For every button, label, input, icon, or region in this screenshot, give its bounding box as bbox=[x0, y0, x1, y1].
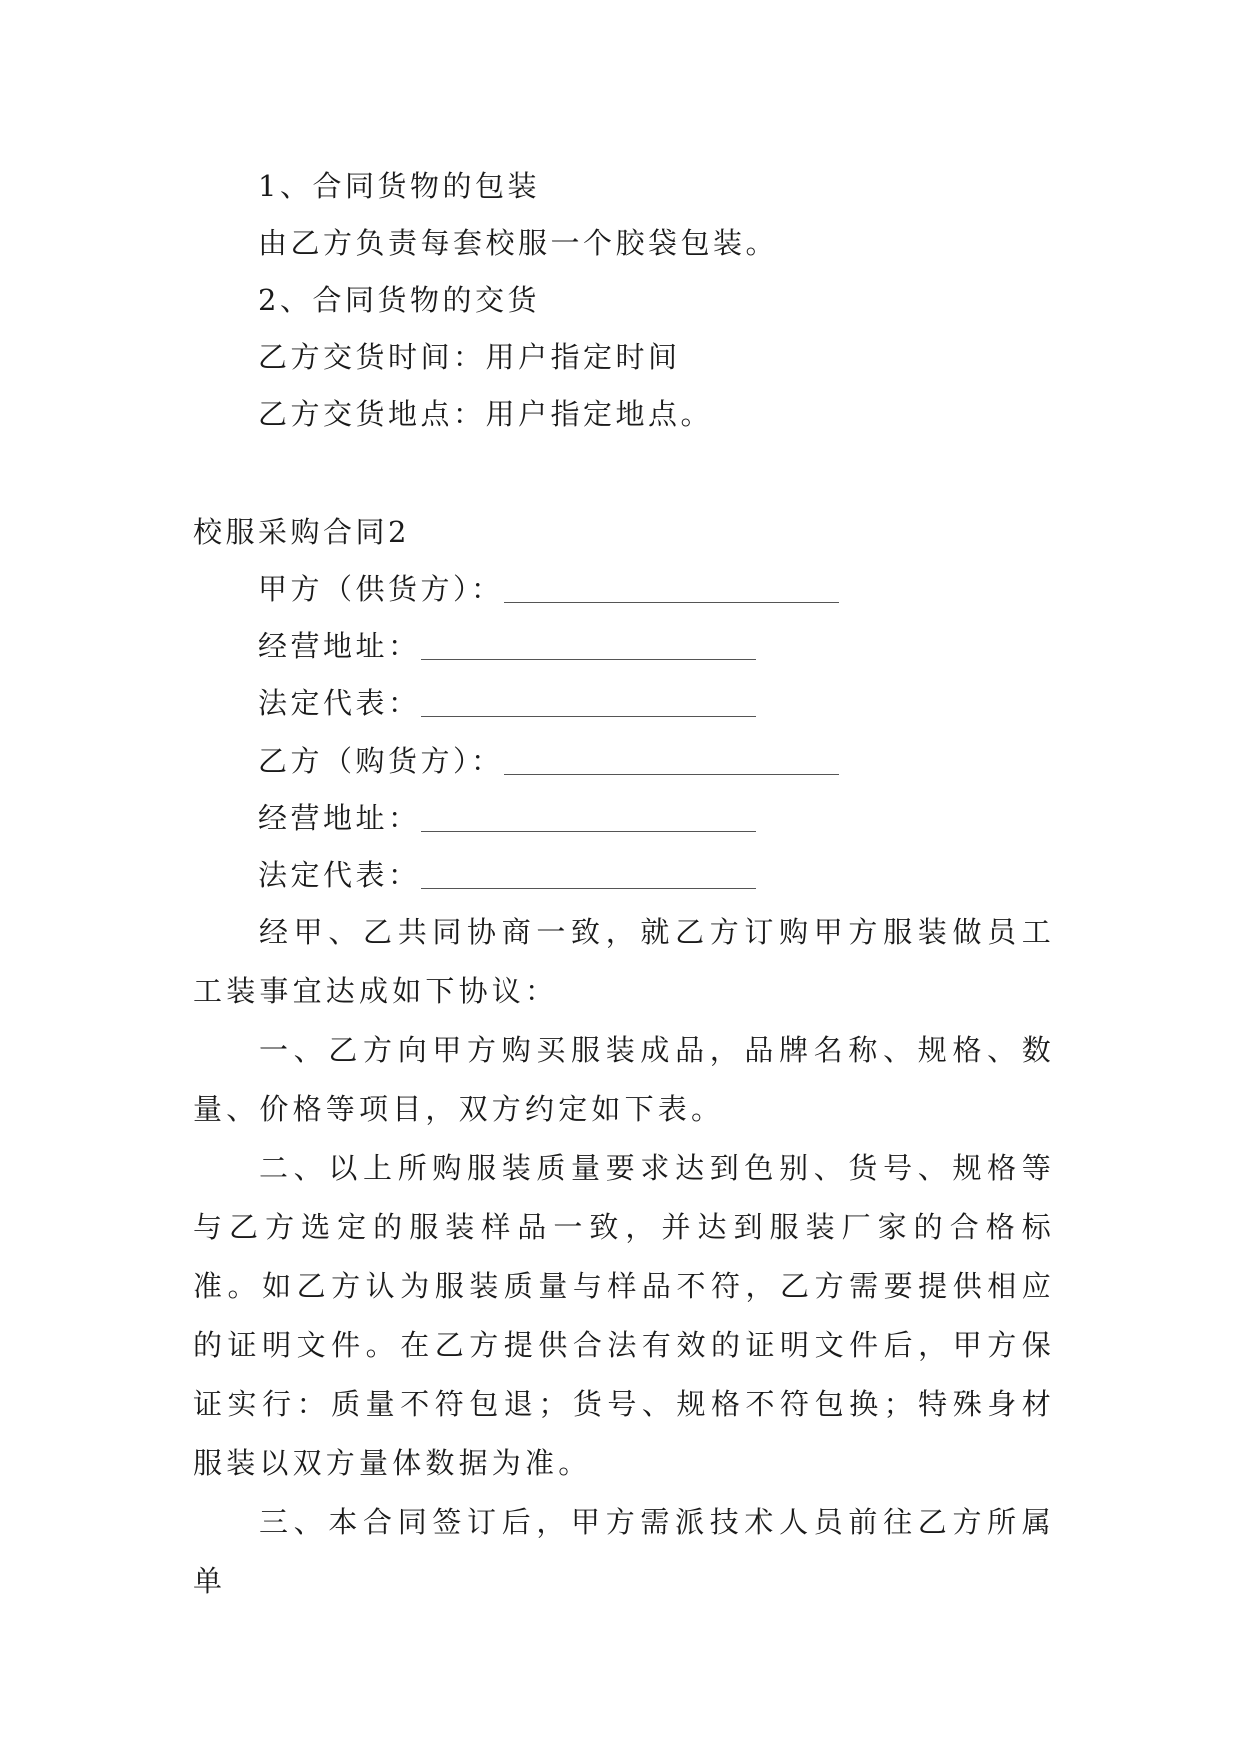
address-a-row bbox=[258, 626, 756, 666]
clause-1: 一、乙方向甲方购买服装成品，品牌名称、规格、数量、价格等项目，双方约定如下表。 bbox=[193, 1033, 1055, 1126]
party-a-label: 甲方（供货方）： bbox=[258, 572, 504, 606]
address-a-blank bbox=[421, 637, 756, 660]
rep-b-label: 法定代表： bbox=[258, 858, 421, 892]
clause-2: 二、以上所购服装质量要求达到色别、货号、规格等与乙方选定的服装样品一致，并达到服装厂家的合格标准。如乙方认为服装质量与样品不符，乙方需要提供相应的证明文件。在乙方提供合法有效的证明文件后，甲方保证实行：质量不符包退；货号、规格不符包换；特殊身材服装以双方量体数据为准。 bbox=[193, 1151, 1055, 1480]
delivery-time: 乙方交货时间：用户指定时间 bbox=[258, 340, 681, 374]
item1-title: 1、合同货物的包装 bbox=[258, 169, 540, 203]
party-b-label: 乙方（购货方）： bbox=[258, 744, 504, 778]
delivery-place: 乙方交货地点：用户指定地点。 bbox=[258, 397, 714, 431]
rep-b-blank bbox=[421, 866, 756, 889]
address-a-label: 经营地址： bbox=[258, 629, 421, 663]
clause-3: 三、本合同签订后，甲方需派技术人员前往乙方所属单 bbox=[193, 1505, 1055, 1598]
contract-title: 校服采购合同2 bbox=[193, 515, 410, 549]
address-b-label: 经营地址： bbox=[258, 801, 421, 835]
rep-a-row bbox=[258, 683, 756, 723]
address-b-blank bbox=[421, 809, 756, 832]
party-a-blank bbox=[504, 580, 839, 603]
rep-b-row bbox=[258, 855, 756, 895]
item2-title: 2、合同货物的交货 bbox=[258, 283, 540, 317]
rep-a-blank bbox=[421, 694, 756, 717]
address-b-row bbox=[258, 798, 756, 838]
intro-paragraph: 经甲、乙共同协商一致，就乙方订购甲方服装做员工工装事宜达成如下协议： bbox=[193, 915, 1055, 1008]
item1-text: 由乙方负责每套校服一个胶袋包装。 bbox=[258, 226, 779, 260]
party-b-blank bbox=[504, 752, 839, 775]
rep-a-label: 法定代表： bbox=[258, 686, 421, 720]
party-b-row bbox=[258, 741, 839, 781]
party-a-row bbox=[258, 569, 839, 609]
